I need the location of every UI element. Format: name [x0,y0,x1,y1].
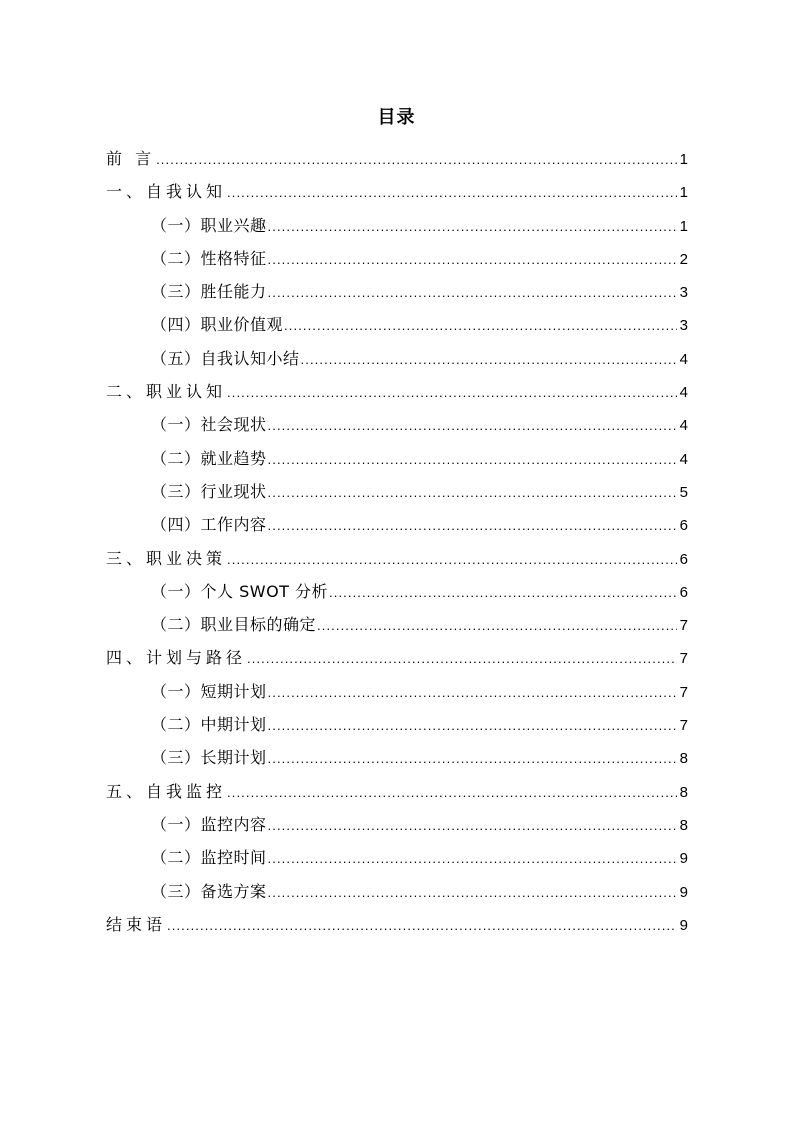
toc-entry-label: （二）监控时间 [151,848,267,868]
toc-entry-label: （一）社会现状 [151,415,267,435]
toc-dot-leader [268,409,677,442]
toc-entry-label: 三、职业决策 [106,548,227,568]
toc-entry-label: （五）自我认知小结 [151,348,300,368]
toc-page-number: 7 [679,683,688,701]
toc-dot-leader [227,543,677,576]
toc-entry-label: 一、自我认知 [106,182,227,202]
toc-page-number: 7 [679,617,688,635]
toc-section-entry[interactable] [106,875,688,908]
toc-page-number: 9 [679,916,688,934]
toc-entry-label: （三）行业现状 [151,481,267,501]
toc-dot-leader [268,476,677,509]
toc-dot-leader [156,143,677,176]
toc-section-entry[interactable] [106,308,688,341]
toc-entry-label: （四）工作内容 [151,515,267,535]
toc-chapter-entry[interactable] [106,142,688,175]
toc-entry-label: 结束语 [106,914,167,934]
toc-entry-label: （二）职业目标的确定 [151,615,317,635]
toc-page-number: 9 [679,883,688,901]
toc-page-number: 1 [679,151,688,168]
toc-page-number: 6 [679,550,688,568]
toc-page-number: 8 [679,783,688,801]
toc-dot-leader [268,443,677,476]
toc-dot-leader [268,243,677,276]
toc-page-number: 3 [679,284,688,302]
toc-section-entry[interactable] [106,608,688,641]
toc-page-number: 2 [679,250,688,268]
toc-entry-label: （二）性格特征 [151,248,267,268]
table-of-contents [106,142,688,941]
toc-chapter-entry[interactable] [106,641,688,674]
toc-section-entry[interactable] [106,675,688,708]
toc-dot-leader [227,176,677,209]
toc-chapter-entry[interactable] [106,542,688,575]
toc-page-number: 4 [679,450,688,468]
toc-dot-leader [329,576,677,609]
toc-page-number: 1 [679,217,688,235]
toc-entry-label: 五、自我监控 [106,781,227,801]
toc-dot-leader [268,676,677,709]
toc-dot-leader [301,343,677,376]
toc-dot-leader [227,376,677,409]
toc-section-entry[interactable] [106,342,688,375]
toc-entry-label: （三）胜任能力 [151,282,267,302]
toc-section-entry[interactable] [106,575,688,608]
toc-chapter-entry[interactable] [106,375,688,408]
toc-section-entry[interactable] [106,442,688,475]
toc-page-number: 7 [679,650,688,668]
toc-chapter-entry[interactable] [106,908,688,941]
toc-entry-label: （二）就业趋势 [151,448,267,468]
toc-page-number: 6 [679,517,688,535]
toc-dot-leader [268,876,677,909]
toc-dot-leader [268,842,677,875]
toc-section-entry[interactable] [106,841,688,874]
toc-dot-leader [284,309,677,342]
toc-page-number: 3 [679,317,688,335]
toc-dot-leader [317,609,677,642]
toc-page-number: 6 [679,583,688,601]
toc-page-number: 4 [679,384,688,402]
toc-entry-label: （三）备选方案 [151,881,267,901]
toc-dot-leader [227,776,677,809]
toc-dot-leader [268,276,677,309]
toc-entry-label: （一）个人 SWOT 分析 [151,581,329,601]
toc-page-number: 4 [679,417,688,435]
toc-section-entry[interactable] [106,708,688,741]
toc-page-number: 8 [679,750,688,768]
toc-entry-label: 二、职业认知 [106,382,227,402]
toc-chapter-entry[interactable] [106,175,688,208]
toc-dot-leader [268,709,677,742]
toc-entry-label: 前 言 [106,149,156,168]
toc-page-number: 5 [679,483,688,501]
toc-dot-leader [167,909,677,942]
toc-page-number: 9 [679,850,688,868]
toc-section-entry[interactable] [106,808,688,841]
toc-page-number: 1 [679,184,688,202]
toc-entry-label: （二）中期计划 [151,715,267,735]
toc-entry-label: （四）职业价值观 [151,315,284,335]
toc-title: 目录 [377,107,416,128]
toc-section-entry[interactable] [106,741,688,774]
toc-dot-leader [268,509,677,542]
toc-section-entry[interactable] [106,209,688,242]
toc-dot-leader [268,210,677,243]
toc-section-entry[interactable] [106,408,688,441]
toc-section-entry[interactable] [106,242,688,275]
toc-entry-label: 四、计划与路径 [106,648,247,668]
toc-dot-leader [268,809,677,842]
toc-page-number: 8 [679,816,688,834]
toc-page-number: 4 [679,350,688,368]
toc-entry-label: （三）长期计划 [151,748,267,768]
toc-section-entry[interactable] [106,508,688,541]
toc-section-entry[interactable] [106,475,688,508]
toc-dot-leader [247,642,677,675]
toc-section-entry[interactable] [106,275,688,308]
toc-dot-leader [268,742,677,775]
toc-entry-label: （一）职业兴趣 [151,215,267,235]
toc-entry-label: （一）监控内容 [151,814,267,834]
toc-entry-label: （一）短期计划 [151,681,267,701]
toc-chapter-entry[interactable] [106,775,688,808]
toc-page-number: 7 [679,717,688,735]
